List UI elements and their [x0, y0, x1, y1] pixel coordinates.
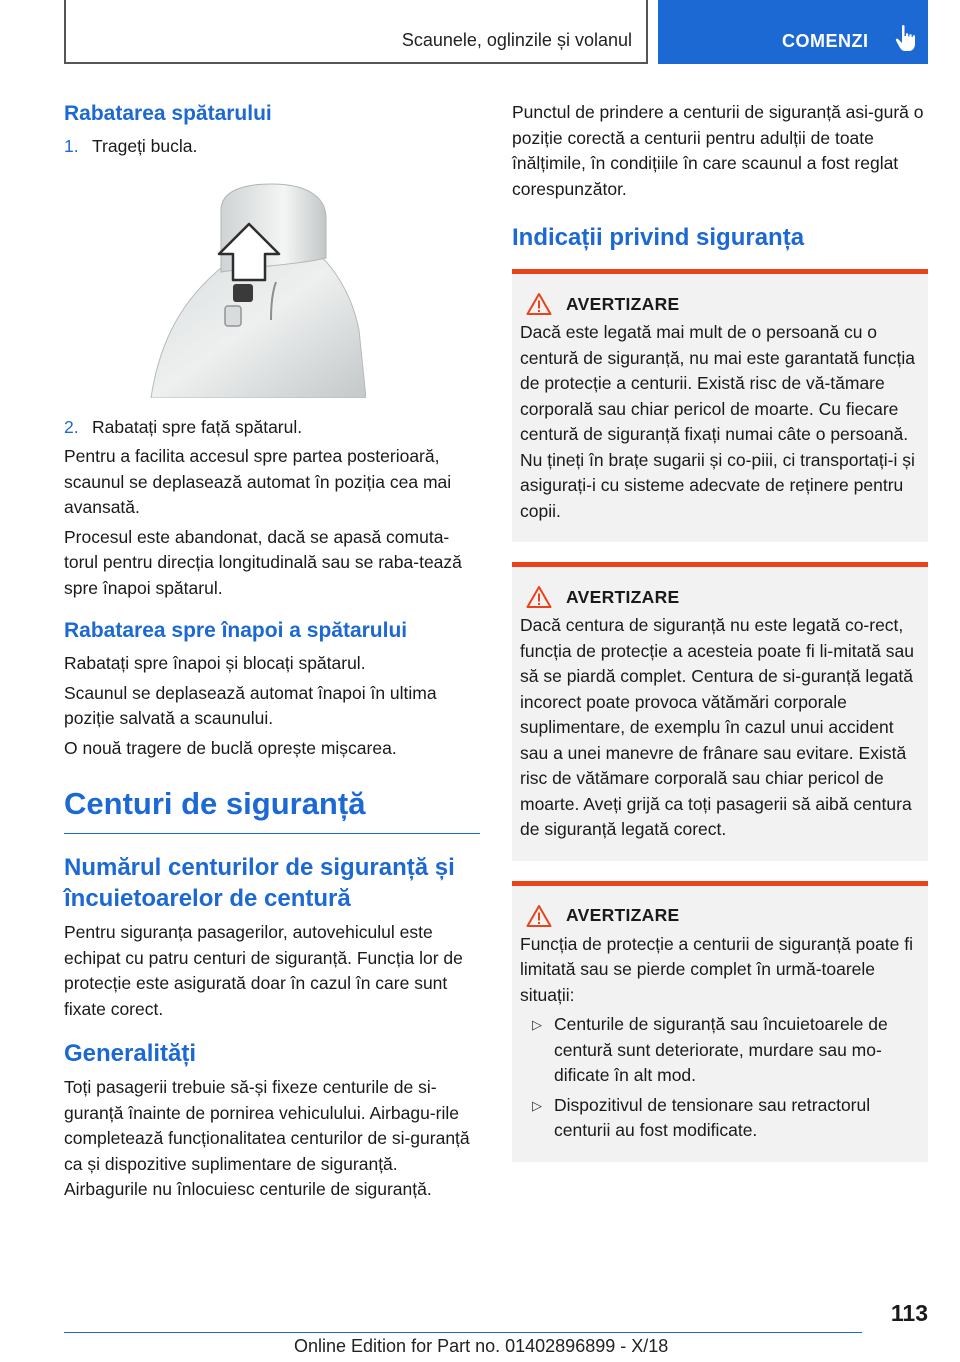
warning-text: Funcția de protecție a centurii de siguranță poate fi limitată sau se pierde complet în urmă-toarele situații:: [520, 933, 914, 1005]
paragraph-belt-count: Pentru siguranța pasagerilor, autovehiculul este echipat cu patru centuri de siguranță. Funcția lor de protecție este asigurată doar în cazul în care sunt fixate corect.: [64, 922, 463, 1019]
heading-backrest-folding: Rabatarea spătarului: [64, 102, 272, 125]
chapter-tab-controls[interactable]: [658, 0, 928, 64]
warning-text: Dacă este legată mai mult de o persoană cu o centură de siguranță, nu mai este garantată funcția de protecție a centurii. Există risc de vă-tămare corporală sau chiar pericol de moarte. Cu fiecare centură de siguranță fixați numai câte o persoană. Nu țineți în brațe sugarii și co-piii, ci transportați-i și asigurați-i cu sisteme adecvate de reținere pentru copii.: [520, 322, 915, 521]
step-number: 1.: [64, 136, 79, 156]
warning-title: AVERTIZARE: [566, 905, 680, 925]
edition-note: Online Edition for Part no. 01402896899 - X/18: [294, 1336, 669, 1356]
list-item: [532, 1012, 918, 1089]
warning-box-2: [512, 562, 928, 861]
paragraph-general: Toți pasagerii trebuie să-și fixeze centurile de si-guranță înainte de pornirea vehiculului. Airbagu-rile completează funcționalitatea centurilor de si-guranță ca și dispozitive suplimentare de siguranță. Airbagurile nu înlocuiesc centurile de siguranță.: [64, 1077, 470, 1199]
warning-text: Dacă centura de siguranță nu este legată co-rect, funcția de protecție a acesteia poate fi li-mitată sau să se piardă complet. Centura de si-guranță legată incorect poate provoca vătămări corporale suplimentare, de exemplu în cazul unui accident sau a unei manevre de frânare sau evitare. Există risc de vătămare corporală sau chiar pericol de moarte. Aveți grijă ca toți pasagerii să aibă centura de siguranță legată corect.: [520, 615, 914, 839]
heading-seat-belts: Centuri de siguranță: [64, 786, 366, 821]
heading-belts-block: [64, 783, 480, 834]
step-text: Rabatați spre față spătarul.: [92, 416, 303, 437]
list-item: [532, 1093, 918, 1144]
list-item-text: Dispozitivul de tensionare sau retractorul centurii au fost modificate.: [554, 1094, 871, 1140]
footer-divider: [64, 1332, 862, 1333]
seat-backrest-loop-figure: [121, 180, 366, 398]
right-column: [512, 100, 928, 1182]
chapter-tab-label: COMENZI: [782, 31, 869, 51]
section-title: Scaunele, oglinzile și volanul: [64, 0, 648, 64]
paragraph-last-position: Scaunul se deplasează automat înapoi în ultima poziție salvată a scaunului.: [64, 682, 437, 728]
page-header: [64, 0, 928, 66]
paragraph-new-pull: O nouă tragere de buclă oprește mișcarea.: [64, 737, 397, 758]
step-text: Trageți bucla.: [92, 136, 198, 156]
warning-box-3: [512, 881, 928, 1162]
hand-pointer-icon: [894, 24, 918, 52]
paragraph-fold-lock: Rabatați spre înapoi și blocați spătarul.: [64, 653, 366, 673]
paragraph-anchor-point: Punctul de prindere a centurii de siguranță asi-gură o poziție corectă a centurii pentru adulții de toate înălțimile, în condițiile în care scaunul a fost reglat corespunzător.: [512, 102, 924, 199]
list-item-text: Centurile de siguranță sau încuietoarele de centură sunt deteriorate, murdare sau mo-dificate în alt mod.: [554, 1014, 888, 1085]
page-number: 113: [890, 1300, 928, 1326]
triangle-bullet-icon: ▷: [532, 1097, 542, 1113]
warning-triangle-icon: [526, 904, 552, 928]
paragraph-access: Pentru a facilita accesul spre partea posterioară, scaunul se deplasează automat în poziția cea mai avansată.: [64, 446, 452, 517]
warning-header: [526, 904, 918, 928]
warning-triangle-icon: [526, 292, 552, 316]
step-2: [64, 415, 480, 441]
warning-triangle-icon: [526, 585, 552, 609]
heading-belt-count: Numărul centurilor de siguranță și încuietoarelor de centură: [64, 854, 455, 912]
warning-title: AVERTIZARE: [566, 293, 680, 314]
warning-box-1: [512, 269, 928, 542]
step-1: [64, 134, 480, 160]
heading-safety-notes: Indicații privind siguranța: [512, 224, 805, 251]
step-number: 2.: [64, 416, 79, 437]
heading-fold-back: Rabatarea spre înapoi a spătarului: [64, 619, 408, 642]
warning-header: [526, 292, 918, 316]
warning-header: [526, 585, 918, 609]
paragraph-abandon: Procesul este abandonat, dacă se apasă comuta-torul pentru direcția longitudinală sau se raba-tează spre înapoi spătarul.: [64, 526, 462, 598]
left-column: [64, 100, 480, 1207]
triangle-bullet-icon: ▷: [532, 1017, 542, 1032]
warning-title: AVERTIZARE: [566, 586, 680, 607]
heading-general: Generalități: [64, 1040, 197, 1067]
